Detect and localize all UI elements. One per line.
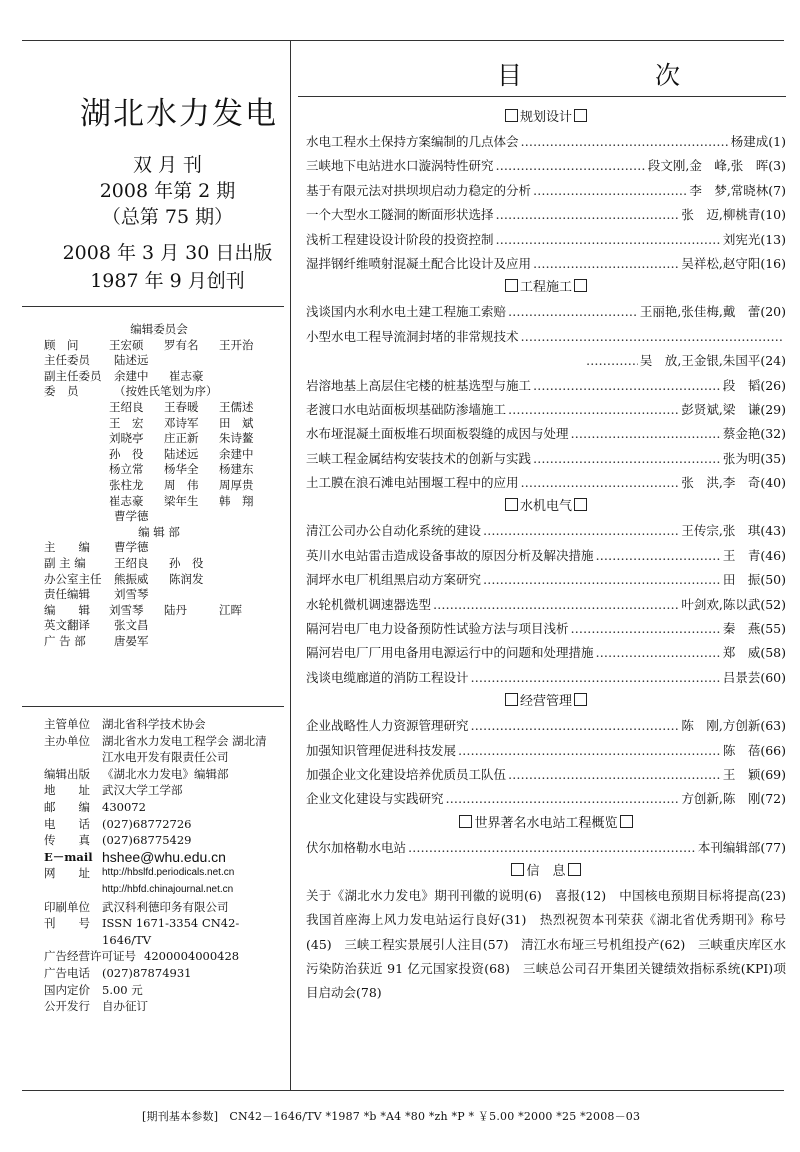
- toc-entry: [306, 763, 786, 787]
- leader-dots: [471, 714, 680, 738]
- pub-value: (027)87874931: [102, 965, 192, 980]
- entry-title: 湿拌钢纤维喷射混凝土配合比设计及应用: [306, 255, 532, 271]
- pub-value: 5.00 元: [102, 982, 143, 997]
- entry-author: 杨建成(1): [730, 134, 786, 149]
- entry-author: 刘宪光(13): [722, 231, 786, 247]
- leader-dots: [508, 398, 679, 422]
- toc-title-rule: [298, 96, 786, 97]
- entry-author: 郑 威(58): [722, 645, 786, 661]
- leader-dots: [433, 593, 679, 617]
- pub-row: [44, 849, 276, 866]
- entry-title: 水电工程水土保持方案编制的几点体会: [306, 134, 519, 149]
- editorial-dept-heading: 编 辑 部: [138, 524, 180, 539]
- pub-value: 武汉大学工学部: [102, 783, 183, 798]
- toc-section-heading: [306, 106, 786, 130]
- staff-names: [114, 587, 169, 603]
- entry-title: 洞坪水电厂机组黑启动方案研究: [306, 572, 482, 588]
- pub-label: 邮 编: [44, 799, 90, 814]
- leader-dots: [521, 471, 680, 495]
- staff-role: [44, 462, 109, 478]
- entry-title: 隔河岩电厂电力设备预防性试验方法与项目浅析: [306, 621, 569, 637]
- section-box-icon: [574, 109, 587, 122]
- toc-entry-cont: [306, 349, 786, 373]
- pub-row: [44, 766, 276, 783]
- leader-dots: [483, 519, 679, 543]
- staff-name: 王宏硕: [109, 337, 144, 352]
- pub-date: 2008 年 3 月 30 日出版: [62, 242, 273, 264]
- toc-entry: [306, 739, 786, 763]
- staff-name: 朱诗鳌: [219, 431, 254, 446]
- staff-names: [109, 416, 274, 432]
- toc-entry: [306, 568, 786, 592]
- staff-names: [114, 509, 169, 525]
- pub-row: [44, 965, 276, 982]
- staff-name: 庄正新: [164, 431, 199, 446]
- staff-name: 刘晓亭: [109, 431, 144, 446]
- pub-value: http://hbslfd.periodicals.net.cn: [102, 867, 235, 879]
- entry-title: 加强企业文化建设培养优质员工队伍: [306, 766, 507, 782]
- staff-name: 熊振威: [114, 571, 149, 586]
- entry-title: 土工膜在浪石滩电站围堰工程中的应用: [306, 475, 519, 491]
- staff-name: 韩 翔: [219, 493, 254, 508]
- toc-entry: [306, 203, 786, 227]
- pub-value: 430072: [102, 799, 146, 814]
- staff-name: 杨华全: [164, 462, 199, 477]
- pub-value: (027)68775429: [102, 833, 192, 848]
- toc-entry: [306, 374, 786, 398]
- pub-label: 网 址: [44, 866, 90, 881]
- toc-entry: [306, 228, 786, 252]
- staff-name: 王 宏: [109, 415, 144, 430]
- entry-author: 秦 燕(55): [722, 621, 786, 637]
- staff-name: 陆丹: [164, 602, 187, 617]
- staff-name: 崔志豪: [109, 493, 144, 508]
- entry-author: 叶剑欢,陈以武(52): [681, 596, 786, 612]
- pub-label: [44, 882, 102, 899]
- leader-dots: [596, 641, 721, 665]
- leader-dots: [508, 300, 638, 324]
- staff-row: [44, 353, 274, 369]
- toc-entry: [306, 519, 786, 543]
- staff-row: [44, 540, 274, 556]
- staff-row: [44, 431, 274, 447]
- pub-row: [44, 865, 276, 882]
- entry-author: 段文刚,金 峰,张 晖(3): [647, 158, 786, 174]
- pub-value: 武汉科利德印务有限公司: [102, 899, 229, 914]
- entry-author: 李 梦,常晓林(7): [689, 182, 786, 198]
- pub-value: 自办征订: [102, 999, 148, 1014]
- staff-names: [114, 384, 218, 400]
- staff-name: 周厚贵: [219, 477, 254, 492]
- staff-role: [44, 494, 109, 510]
- top-rule: [22, 40, 784, 41]
- section-box-icon: [505, 279, 518, 292]
- staff-row: [44, 494, 274, 510]
- staff-name: 王春暖: [164, 399, 199, 414]
- toc-entry: [306, 471, 786, 495]
- staff-row: [44, 556, 274, 572]
- pub-row: [44, 915, 276, 948]
- staff-role: 编 辑: [44, 602, 90, 617]
- journal-title: 湖北水力发电: [80, 96, 278, 132]
- staff-row: [44, 634, 274, 650]
- pub-label: 传 真: [44, 833, 90, 848]
- entry-title: 水轮机微机调速器选型: [306, 596, 432, 612]
- toc-entry: [306, 714, 786, 738]
- leader-dots: [446, 787, 680, 811]
- pub-label: 主管单位: [44, 717, 90, 731]
- leader-dots: [533, 252, 679, 276]
- toc-section-heading: [306, 690, 786, 714]
- entry-title: 清江公司办公自动化系统的建设: [306, 523, 482, 539]
- toc-entry: [306, 593, 786, 617]
- staff-name: 邓诗军: [164, 415, 199, 430]
- toc-entry: [306, 666, 786, 690]
- staff-names: [114, 572, 224, 588]
- staff-name: 刘雪琴: [114, 587, 149, 602]
- pub-row: [44, 948, 276, 965]
- leader-dots: [496, 203, 680, 227]
- toc-section-heading: [306, 860, 786, 884]
- staff-name: 孙 役: [169, 555, 204, 570]
- entry-title: 三峡工程金属结构安装技术的创新与实践: [306, 450, 532, 466]
- section-box-icon: [574, 498, 587, 511]
- entry-title: 伏尔加格勒水电站: [306, 839, 407, 855]
- staff-row: [44, 478, 274, 494]
- news-text: 关于《湖北水力发电》期刊刊徽的说明(6) 喜报(12) 中国核电预期目标将提高(23) 我国首座海上风力发电站运行良好(31) 热烈祝贺本刊荣获《湖北省优秀期刊》称号(45) 三峡工程实景展引人注目(57) 清江水布垭三号机组投产(62) 三峡重庆库区水污染防治获近 91 亿元国家投资(68) 三峡总公司召开集团关键绩效指标系统(KPI)项目启动会(78): [306, 888, 799, 1001]
- entry-title: 浅谈国内水利水电土建工程施工索赔: [306, 304, 507, 320]
- pub-label: 主办单位: [44, 733, 90, 748]
- staff-name: 陆述远: [114, 353, 149, 368]
- section-name: 规划设计: [519, 110, 572, 125]
- leader-dots: [458, 739, 721, 763]
- section-box-icon: [511, 863, 524, 876]
- entry-author: 蔡金艳(32): [722, 426, 786, 442]
- entry-author: 王 颖(69): [722, 766, 786, 782]
- column-divider: [290, 40, 291, 1090]
- staff-row: [44, 400, 274, 416]
- pub-label: 广告电话: [44, 965, 90, 980]
- toc-entry: [306, 300, 786, 324]
- staff-names: [114, 369, 224, 385]
- pub-label: 公开发行: [44, 999, 90, 1014]
- entry-author: 吴 放,王金银,朱国平(24): [639, 353, 786, 369]
- section-box-icon: [459, 815, 472, 828]
- staff-names: [114, 353, 169, 369]
- leader-dots: [521, 130, 729, 154]
- staff-name: 张文昌: [114, 618, 149, 633]
- pub-row: [44, 733, 276, 766]
- leader-dots: [521, 325, 784, 349]
- leader-dots: [496, 154, 646, 178]
- entry-author: 吕景芸(60): [722, 669, 786, 685]
- staff-name: 曹学德: [114, 540, 149, 555]
- staff-role: [44, 431, 109, 447]
- toc-section-heading: [306, 276, 786, 300]
- staff-role: [44, 447, 109, 463]
- section-box-icon: [505, 109, 518, 122]
- left-rule-2: [22, 706, 284, 707]
- section-box-icon: [568, 863, 581, 876]
- staff-role: 顾 问: [44, 337, 79, 352]
- pub-label: 广告经营许可证号: [44, 949, 136, 964]
- entry-author: 彭贤斌,梁 谦(29): [681, 401, 786, 417]
- staff-names: [109, 478, 274, 494]
- entry-author: 王 青(46): [722, 547, 786, 563]
- staff-role: [44, 416, 109, 432]
- staff-role: 副主任委员: [44, 368, 102, 383]
- staff-names: [109, 431, 274, 447]
- leader-dots: [571, 422, 721, 446]
- staff-row: [44, 369, 274, 385]
- staff-names: [114, 540, 169, 556]
- pub-row: [44, 799, 276, 816]
- staff-name: 杨建东: [219, 462, 254, 477]
- pub-label: E－mail: [44, 849, 93, 864]
- staff-names: [109, 462, 274, 478]
- left-rule-1: [22, 306, 284, 307]
- staff-row: [44, 338, 274, 354]
- toc-entry: [306, 447, 786, 471]
- entry-author: 陈 刚,方创新(63): [681, 718, 786, 734]
- leader-dots: [408, 836, 696, 860]
- staff-role: 责任编辑: [44, 587, 90, 602]
- pub-value: ISSN 1671-3354 CN42-1646/TV: [102, 916, 240, 947]
- section-box-icon: [574, 693, 587, 706]
- section-name: 工程施工: [519, 280, 572, 296]
- pub-row: [44, 782, 276, 799]
- leader-dots: [508, 763, 721, 787]
- staff-name: 陈润发: [169, 571, 204, 586]
- section-name: 世界著名水电站工程概览: [474, 815, 618, 831]
- committee-list: [44, 338, 274, 525]
- leader-dots: [483, 568, 721, 592]
- entry-title: 浅析工程建设设计阶段的投资控制: [306, 231, 494, 247]
- footer-params: [期刊基本参数] CN42－1646/TV *1987 *b *A4 *80 *zh *P * ￥5.00 *2000 *25 *2008－03: [142, 1110, 641, 1123]
- leader-dots: [471, 666, 721, 690]
- staff-names: [109, 494, 274, 510]
- section-name: 经营管理: [519, 694, 572, 710]
- staff-name: 江晖: [219, 602, 242, 617]
- pub-value: 湖北省科学技术协会: [102, 717, 206, 731]
- staff-names: [109, 400, 274, 416]
- entry-title: 小型水电工程导流洞封堵的非常规技术: [306, 328, 519, 344]
- staff-role: 广 告 部: [44, 633, 86, 648]
- entry-author: 张 洪,李 奇(40): [681, 475, 786, 491]
- staff-row: [44, 603, 274, 619]
- toc-entry: [306, 544, 786, 568]
- staff-role: 主任委员: [44, 353, 90, 368]
- section-box-icon: [574, 279, 587, 292]
- leader-dots: [586, 349, 638, 373]
- section-name: 信 息: [526, 864, 566, 880]
- pub-row: [44, 899, 276, 916]
- toc-entry: [306, 836, 786, 860]
- entry-title: 隔河岩电厂厂用电备用电源运行中的问题和处理措施: [306, 645, 594, 661]
- toc-title: 目 次: [497, 61, 735, 90]
- leader-dots: [533, 447, 721, 471]
- pub-label: 电 话: [44, 816, 90, 831]
- staff-role: [44, 509, 114, 525]
- staff-row: [44, 416, 274, 432]
- leader-dots: [496, 228, 721, 252]
- leader-dots: [596, 544, 721, 568]
- staff-name: 王儒述: [219, 399, 254, 414]
- toc-entry: [306, 325, 786, 349]
- pub-value: http://hbfd.chinajournal.net.cn: [102, 883, 234, 895]
- staff-name: 余建中: [219, 446, 254, 461]
- section-name: 水机电气: [519, 499, 572, 515]
- toc-section-heading: [306, 495, 786, 519]
- toc-entry: [306, 787, 786, 811]
- staff-row: [44, 587, 274, 603]
- staff-role: [44, 478, 109, 494]
- staff-role: 办公室主任: [44, 571, 102, 586]
- staff-names: [114, 618, 169, 634]
- entry-author: 王丽艳,张佳梅,戴 蕾(20): [639, 304, 786, 320]
- pub-row: [44, 816, 276, 833]
- staff-row: [44, 462, 274, 478]
- entry-title: 英川水电站雷击造成设备事故的原因分析及解决措施: [306, 547, 594, 563]
- entry-author: 吴祥松,赵守阳(16): [681, 255, 786, 271]
- dept-list: [44, 540, 274, 649]
- bottom-rule: [22, 1090, 784, 1091]
- entry-author: 陈 蓓(66): [722, 742, 786, 758]
- staff-name: 余建中: [114, 368, 149, 383]
- staff-row: [44, 447, 274, 463]
- toc-entry: [306, 422, 786, 446]
- pub-label: 编辑出版: [44, 766, 90, 781]
- staff-role: [44, 400, 109, 416]
- toc-entry: [306, 179, 786, 203]
- staff-name: 田 斌: [219, 415, 254, 430]
- pub-row: [44, 832, 276, 849]
- toc-entry: [306, 617, 786, 641]
- staff-name: 杨立常: [109, 462, 144, 477]
- pub-label: 国内定价: [44, 982, 90, 997]
- staff-name: 王绍良: [114, 555, 149, 570]
- staff-name: 罗有名: [164, 337, 199, 352]
- section-box-icon: [505, 693, 518, 706]
- entry-author: 张 迈,柳桃青(10): [681, 207, 786, 223]
- entry-author: 田 振(50): [722, 572, 786, 588]
- toc-entry: [306, 398, 786, 422]
- staff-name: 曹学德: [114, 509, 149, 524]
- staff-names: [109, 338, 274, 354]
- staff-name: 张柱龙: [109, 477, 144, 492]
- pub-value: 湖北省水力发电工程学会 湖北清江水电开发有限责任公司: [102, 733, 267, 765]
- staff-name: 周 伟: [164, 477, 199, 492]
- leader-dots: [533, 179, 687, 203]
- entry-title: 企业战略性人力资源管理研究: [306, 718, 469, 734]
- staff-role: 主 编: [44, 540, 90, 555]
- toc-entry: [306, 130, 786, 154]
- pub-row: [44, 882, 276, 899]
- staff-names: [109, 603, 274, 619]
- pub-label: 地 址: [44, 783, 90, 798]
- entry-author: 王传宗,张 琪(43): [681, 523, 786, 539]
- pub-value: 4200004000428: [144, 949, 240, 964]
- entry-title: 浅谈电缆廊道的消防工程设计: [306, 669, 469, 685]
- staff-name: 王开治: [219, 337, 254, 352]
- toc-entry: [306, 252, 786, 276]
- editorial-committee-heading: 编辑委员会: [130, 322, 188, 336]
- leader-dots: [571, 617, 721, 641]
- staff-name: （按姓氏笔划为序）: [114, 384, 218, 399]
- table-of-contents: [306, 106, 799, 1006]
- staff-name: 梁年生: [164, 493, 199, 508]
- entry-title: 一个大型水工隧洞的断面形状选择: [306, 207, 494, 223]
- issue: 2008 年第 2 期: [99, 180, 236, 202]
- staff-row: [44, 384, 274, 400]
- frequency: 双 月 刊: [132, 154, 203, 176]
- staff-row: [44, 572, 274, 588]
- entry-author: 方创新,陈 刚(72): [681, 791, 786, 807]
- toc-entry: [306, 154, 786, 178]
- staff-role: 副 主 编: [44, 555, 86, 570]
- pub-value: hshee@whu.edu.cn: [102, 848, 226, 865]
- staff-name: 刘雪琴: [109, 602, 144, 617]
- staff-role: 英文翻译: [44, 618, 90, 633]
- pub-label: 刊 号: [44, 916, 90, 931]
- entry-author: 段 韬(26): [722, 377, 786, 393]
- pub-row: [44, 716, 276, 733]
- leader-dots: [533, 374, 721, 398]
- staff-name: 孙 役: [109, 446, 144, 461]
- pub-value: (027)68772726: [102, 816, 192, 831]
- pub-label: 印刷单位: [44, 899, 90, 914]
- staff-name: 唐晏军: [114, 633, 149, 648]
- staff-names: [114, 634, 169, 650]
- section-box-icon: [505, 498, 518, 511]
- pub-row: [44, 998, 276, 1015]
- entry-title: 老渡口水电站面板坝基础防渗墙施工: [306, 401, 507, 417]
- total-issue: （总第 75 期）: [101, 206, 234, 228]
- publication-info: [44, 716, 276, 1015]
- section-box-icon: [620, 815, 633, 828]
- entry-author: 本刊编辑部(77): [697, 839, 786, 855]
- pub-row: [44, 982, 276, 999]
- entry-title: 水布垭混凝土面板堆石坝面板裂缝的成因与处理: [306, 426, 569, 442]
- entry-title: 加强知识管理促进科技发展: [306, 742, 457, 758]
- entry-title: 岩溶地基上高层住宅楼的桩基选型与施工: [306, 377, 532, 393]
- staff-names: [114, 556, 224, 572]
- staff-name: 王绍良: [109, 399, 144, 414]
- editorial-board: [44, 322, 274, 649]
- staff-role: 委 员: [44, 384, 79, 399]
- toc-section-heading: [306, 812, 786, 836]
- staff-row: [44, 618, 274, 634]
- entry-title: 基于有限元法对拱坝坝启动力稳定的分析: [306, 182, 532, 198]
- toc-entry: [306, 641, 786, 665]
- staff-names: [109, 447, 274, 463]
- staff-name: 陆述远: [164, 446, 199, 461]
- entry-author: 张为明(35): [722, 450, 786, 466]
- staff-row: [44, 509, 274, 525]
- entry-title: 企业文化建设与实践研究: [306, 791, 444, 807]
- staff-name: 崔志豪: [169, 368, 204, 383]
- founded: 1987 年 9 月创刊: [90, 270, 245, 292]
- pub-value: 《湖北水力发电》编辑部: [102, 766, 229, 781]
- entry-title: 三峡地下电站进水口漩涡特性研究: [306, 158, 494, 174]
